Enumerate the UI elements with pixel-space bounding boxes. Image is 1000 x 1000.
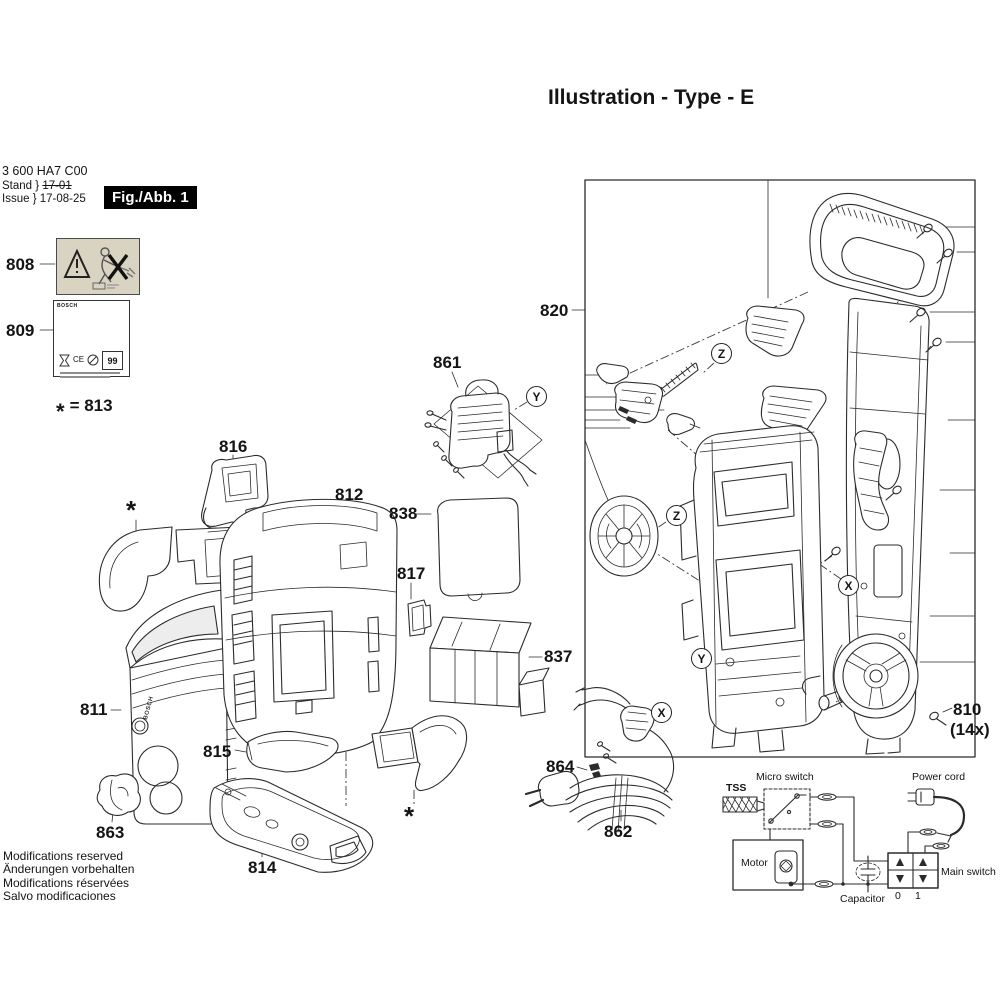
part-837-drawing (430, 617, 549, 716)
figure-label: Fig./Abb. 1 (104, 186, 197, 209)
brace: } (35, 180, 40, 192)
person-icon (101, 248, 109, 256)
callout-x-1: X (838, 575, 859, 596)
part-838-drawing (438, 498, 520, 601)
modifications-note (3, 850, 134, 904)
schematic-pos-0: 0 (895, 890, 901, 902)
fan-wheel-drawing (590, 496, 658, 576)
handle-drawing (810, 193, 954, 305)
part-label-862: 862 (604, 822, 633, 841)
part-864-drawing (589, 763, 601, 778)
screw-810-drawing (928, 711, 946, 725)
part-label-864: 864 (546, 757, 575, 776)
part-label-815: 815 (203, 742, 232, 761)
sticker-brand: BOSCH (57, 303, 78, 309)
part-label-861: 861 (433, 353, 462, 372)
warning-sticker-808 (56, 238, 140, 295)
part-star-bracket-drawing (372, 716, 467, 791)
modifications-line-en: Modifications reserved (3, 849, 124, 863)
microtext-bar (60, 372, 120, 374)
rating-sticker-809 (53, 300, 130, 377)
prohibition-x-icon (109, 255, 127, 279)
part-label-837: 837 (544, 647, 573, 666)
schematic-capacitor-label: Capacitor (840, 893, 885, 905)
stand-value: 17-01 (42, 180, 72, 192)
star-mark-2: * (404, 801, 415, 831)
issue-line (2, 193, 86, 205)
modifications-line-es: Salvo modificaciones (3, 889, 116, 904)
star-legend (56, 396, 113, 424)
page-title: Illustration - Type - E (548, 86, 755, 109)
schematic-pos-1: 1 (915, 890, 921, 902)
part-label-838: 838 (389, 504, 418, 523)
type-number: 3 600 HA7 C00 (2, 164, 88, 178)
part-label-820: 820 (540, 301, 569, 320)
part-label-810: 810 (953, 700, 982, 719)
star-mark-1: * (126, 495, 137, 525)
schematic-motor-label: Motor (741, 857, 768, 869)
microtext-bar (60, 376, 110, 378)
code-99-badge: 99 (102, 351, 123, 370)
callout-z-2: Z (666, 505, 687, 526)
callout-y-2: Y (691, 648, 712, 669)
issue-value: 17-08-25 (39, 193, 86, 205)
rear-chassis-drawing (680, 426, 824, 752)
grip-pads-drawing (746, 306, 826, 436)
part-861-drawing (425, 380, 542, 486)
callout-y-1: Y (526, 386, 547, 407)
crossed-bin-icon (87, 354, 101, 368)
trigger-parts-drawing (597, 363, 700, 435)
part-812-drawing (220, 499, 397, 756)
part-815-drawing (247, 731, 338, 772)
schematic-power-cord-label: Power cord (912, 771, 966, 783)
issue-label: Issue (2, 193, 30, 205)
part-label-863: 863 (96, 823, 125, 842)
part-label-812: 812 (335, 485, 364, 504)
stand-label: Stand (2, 180, 33, 192)
wiring-schematic (723, 789, 964, 892)
part-863-drawing (97, 774, 140, 815)
part-label-810-qty: (14x) (950, 720, 990, 739)
star-equals-813: = 813 (69, 396, 113, 415)
callout-x-2: X (651, 702, 672, 723)
housing-brand-badge: BOSCH (143, 695, 156, 721)
stand-line (2, 180, 72, 192)
schematic-micro-switch-label: Micro switch (756, 771, 814, 783)
warning-sticker-art (57, 239, 138, 293)
part-814-drawing (210, 779, 373, 873)
part-817-drawing (408, 600, 431, 636)
callout-z-1: Z (711, 343, 732, 364)
part-label-808: 808 (6, 255, 35, 274)
hourglass-icon (58, 354, 72, 368)
schematic-tss-label: TSS (726, 782, 747, 794)
brace2: } (32, 193, 37, 205)
part-label-814: 814 (248, 858, 277, 877)
modifications-line-fr: Modifications réservées (3, 875, 130, 890)
schematic-main-switch-label: Main switch (941, 866, 996, 878)
part-label-816: 816 (219, 437, 248, 456)
part-label-811: 811 (80, 700, 108, 719)
part-label-817: 817 (397, 564, 426, 583)
part-label-809: 809 (6, 321, 35, 340)
ce-mark: CE (73, 355, 85, 364)
star-symbol: * (56, 399, 65, 424)
modifications-line-de: Änderungen vorbehalten (3, 862, 135, 877)
